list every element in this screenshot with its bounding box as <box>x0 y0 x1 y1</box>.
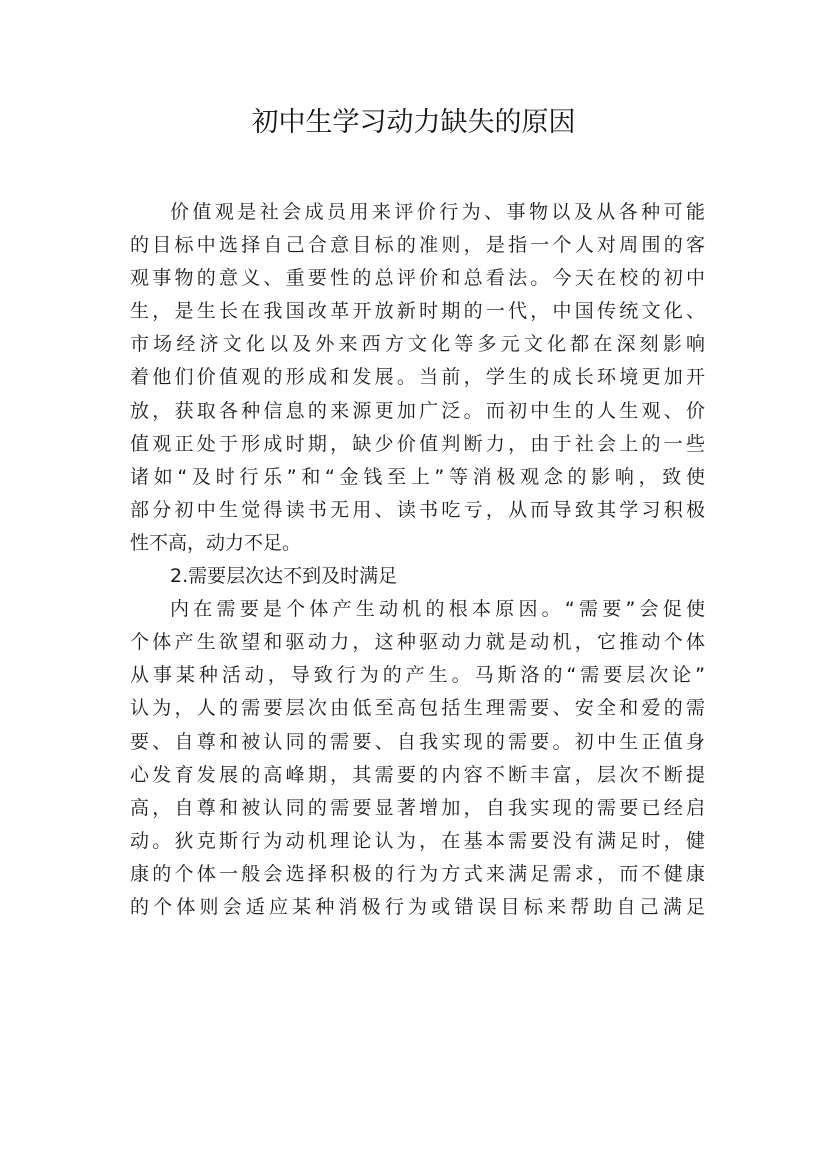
text-line: 部分初中生觉得读书无用、读书吃亏，从而导致其学习积极 <box>130 498 705 521</box>
section-heading: 2.需要层次达不到及时满足 <box>170 565 398 588</box>
text-line: 值观正处于形成时期，缺少价值判断力，由于社会上的一些 <box>130 432 705 455</box>
document-title: 初中生学习动力缺失的原因 <box>251 107 576 138</box>
text-line: 康的个体一般会选择积极的行为方式来满足需求，而不健康 <box>130 862 705 885</box>
paragraph-values <box>130 196 705 560</box>
text-line: 生，是生长在我国改革开放新时期的一代，中国传统文化、 <box>130 300 705 323</box>
text-line: 要、自尊和被认同的需要、自我实现的需要。初中生正值身 <box>130 730 705 753</box>
text-line: 放，获取各种信息的来源更加广泛。而初中生的人生观、价 <box>130 399 705 422</box>
text-line: 心发育发展的高峰期，其需要的内容不断丰富，层次不断提 <box>130 763 705 786</box>
text-line: 的个体则会适应某种消极行为或错误目标来帮助自己满足 <box>130 895 705 918</box>
text-line: 观事物的意义、重要性的总评价和总看法。今天在校的初中 <box>130 267 705 290</box>
text-line: 个体产生欲望和驱动力，这种驱动力就是动机，它推动个体 <box>130 631 705 654</box>
text-line: 诸如“及时行乐”和“金钱至上”等消极观念的影响，致使 <box>130 465 705 488</box>
text-line: 从事某种活动，导致行为的产生。马斯洛的“需要层次论” <box>130 664 705 687</box>
text-line: 着他们价值观的形成和发展。当前，学生的成长环境更加开 <box>130 366 705 389</box>
text-line: 性不高，动力不足。 <box>130 531 302 554</box>
text-line: 动。狄克斯行为动机理论认为，在基本需要没有满足时，健 <box>130 829 705 852</box>
text-line: 市场经济文化以及外来西方文化等多元文化都在深刻影响 <box>130 333 705 356</box>
text-line: 高，自尊和被认同的需要显著增加，自我实现的需要已经启 <box>130 796 705 819</box>
text-line: 内在需要是个体产生动机的根本原因。“需要”会促使 <box>170 598 705 621</box>
document-body <box>130 196 705 924</box>
paragraph-needs <box>130 593 705 924</box>
text-line: 的目标中选择自己合意目标的准则，是指一个人对周围的客 <box>130 234 705 257</box>
text-line: 价值观是社会成员用来评价行为、事物以及从各种可能 <box>170 201 705 223</box>
text-line: 认为，人的需要层次由低至高包括生理需要、安全和爱的需 <box>130 697 705 720</box>
